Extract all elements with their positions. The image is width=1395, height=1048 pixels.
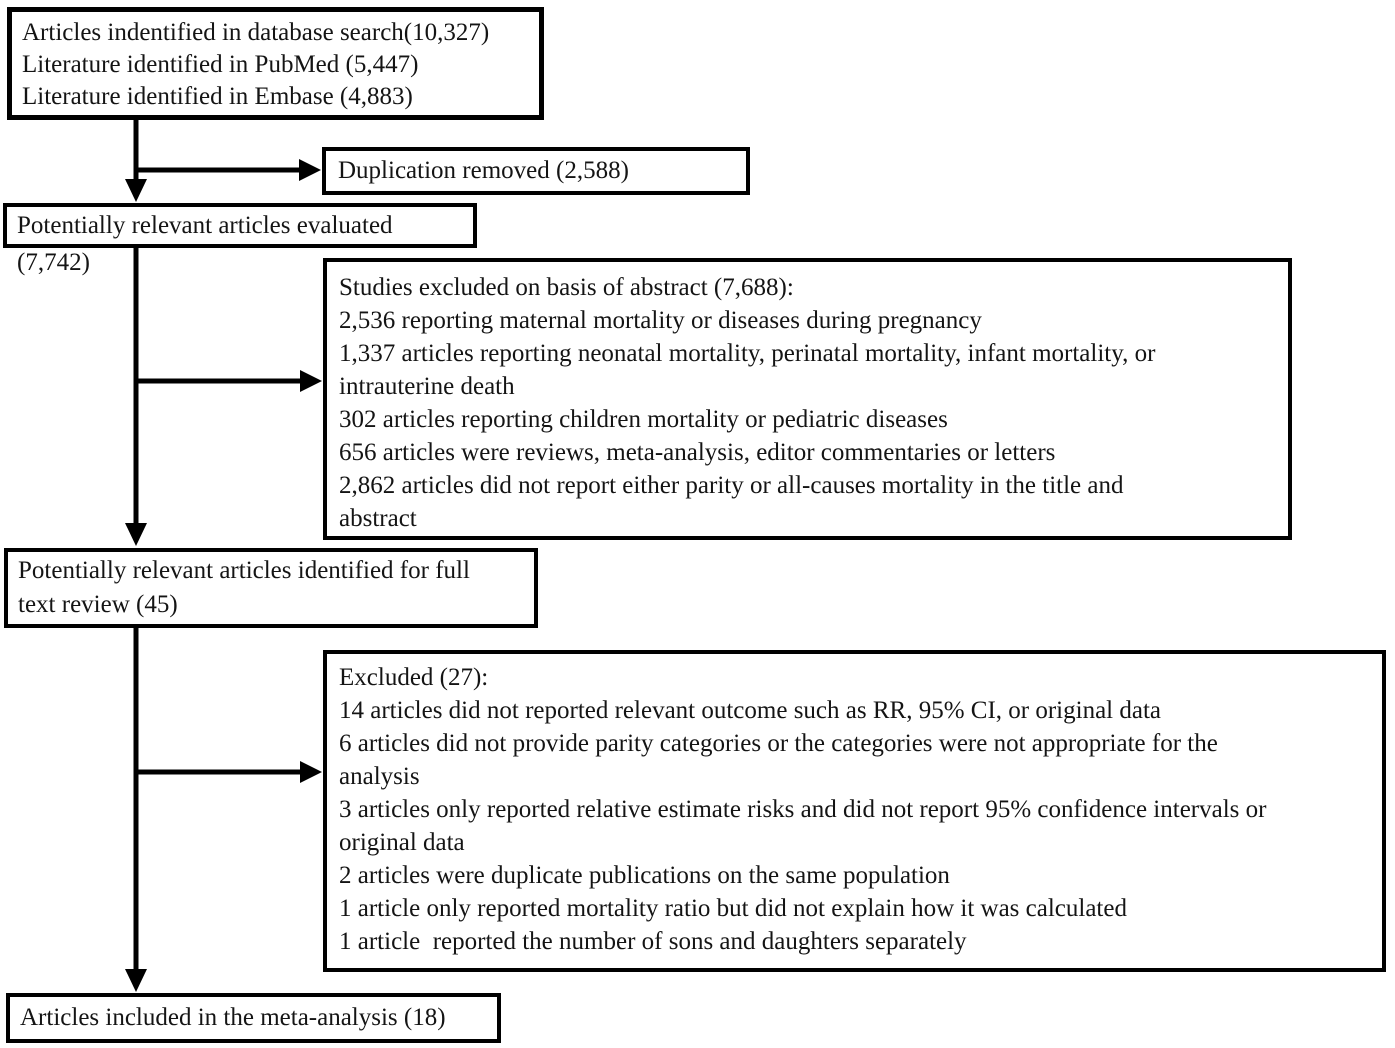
fulltext-excluded-reason: 3 articles only reported relative estimate risks and did not report 95% confidence intervals or <box>339 796 1267 823</box>
fulltext-excluded-reason: analysis <box>339 763 420 790</box>
box-duplication-removed <box>322 147 750 195</box>
fulltext-excluded-heading: Excluded (27): <box>339 664 489 691</box>
arrow-identification-to-evaluated <box>125 118 147 202</box>
identification-line-embase: Literature identified in Embase (4,883) <box>22 83 413 110</box>
box-articles-evaluated <box>3 203 477 276</box>
fulltext-excluded-reason: 14 articles did not reported relevant outcome such as RR, 95% CI, or original data <box>339 697 1161 724</box>
arrow-evaluated-to-fulltext <box>125 246 147 546</box>
fulltext-excluded-reason: 2 articles were duplicate publications on the same population <box>339 862 950 889</box>
identification-line-pubmed: Literature identified in PubMed (5,447) <box>22 51 419 78</box>
abstract-excluded-reason: abstract <box>339 505 417 532</box>
arrow-to-duplication-removed <box>136 159 321 181</box>
fulltext-review-text: Potentially relevant articles identified for full <box>18 557 470 584</box>
abstract-excluded-heading: Studies excluded on basis of abstract (7,688): <box>339 274 794 301</box>
fulltext-review-text: text review (45) <box>18 591 178 618</box>
fulltext-excluded-reason: 1 article reported the number of sons and daughters separately <box>339 928 967 955</box>
box-fulltext-excluded <box>323 650 1386 972</box>
fulltext-excluded-reason: original data <box>339 829 465 856</box>
arrow-to-fulltext-excluded <box>136 761 322 783</box>
identification-line-database: Articles indentified in database search(10,327) <box>22 19 490 46</box>
abstract-excluded-reason: 2,862 articles did not report either parity or all-causes mortality in the title and <box>339 472 1124 499</box>
abstract-excluded-reason: 302 articles reporting children mortality or pediatric diseases <box>339 406 948 433</box>
box-abstract-excluded <box>323 258 1292 540</box>
arrow-to-abstract-excluded <box>136 370 322 392</box>
duplication-removed-text: Duplication removed (2,588) <box>338 157 629 184</box>
abstract-excluded-reason: intrauterine death <box>339 373 515 400</box>
fulltext-excluded-reason: 1 article only reported mortality ratio but did not explain how it was calculated <box>339 895 1127 922</box>
box-fulltext-review <box>4 548 538 628</box>
box-identification <box>7 7 544 120</box>
box-included-meta-analysis <box>6 993 501 1043</box>
fulltext-excluded-reason: 6 articles did not provide parity categories or the categories were not appropriate for the <box>339 730 1218 757</box>
included-meta-analysis-text: Articles included in the meta-analysis (18) <box>20 1004 446 1031</box>
abstract-excluded-reason: 2,536 reporting maternal mortality or diseases during pregnancy <box>339 307 982 334</box>
articles-evaluated-text: Potentially relevant articles evaluated (7,742) <box>17 212 399 276</box>
abstract-excluded-reason: 1,337 articles reporting neonatal mortality, perinatal mortality, infant mortality, or <box>339 340 1156 367</box>
arrow-fulltext-to-included <box>125 626 147 992</box>
abstract-excluded-reason: 656 articles were reviews, meta-analysis, editor commentaries or letters <box>339 439 1056 466</box>
